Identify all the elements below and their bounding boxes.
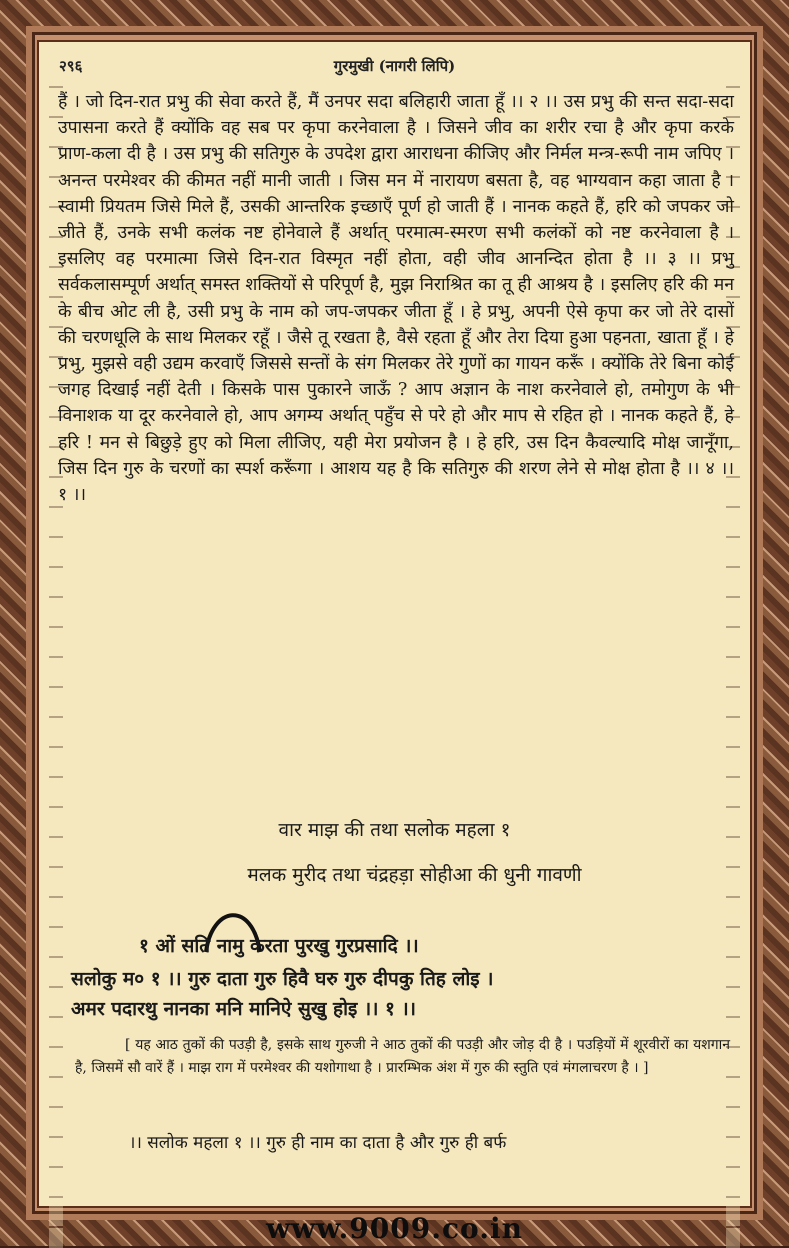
bracket-note xyxy=(75,1034,730,1080)
section-subtitle: मलक मुरीद तथा चंद्रहड़ा सोहीआ की धुनी गावणी xyxy=(247,864,582,886)
closing-line: ।। सलोक महला १ ।। गुरु ही नाम का दाता है और गुरु ही बर्फ xyxy=(129,1133,507,1153)
section-title: वार माझ की तथा सलोक महला १ xyxy=(278,819,511,841)
salok-block xyxy=(71,964,730,1024)
note-text: [ यह आठ तुकों की पउड़ी है, इसके साथ गुरुजी ने आठ तुकों की पउड़ी और जोड़ दी है । पउड़ियों में शूरवीरों का यशगान है, जिसमें सौ वारें हैं । माझ राग में परमेश्वर की यशोगाथा है । प्रारम्भिक अंश में गुरु की स्तुति एवं मंगलाचरण है । ] xyxy=(75,1037,730,1076)
mool-mantar: १ ओं सति नामु करता पुरखु गुरप्रसादि ।। xyxy=(139,935,419,957)
page-number: २९६ xyxy=(59,57,83,75)
commentary-paragraph: हैं । जो दिन-रात प्रभु की सेवा करते हैं, मैं उनपर सदा बलिहारी जाता हूँ ।। २ ।। उस प्रभु की सन्त सदा-सदा उपासना करते हैं क्योंकि वह सब पर कृपा करनेवाला है । जिसने जीव का शरीर रचा है और कृपा करके प्राण-कला दी है । उस प्रभु की सतिगुरु के उपदेश द्वारा आराधना कीजिए और निर्मल मन्त्र-रूपी नाम जपिए । अनन्त परमेश्वर की कीमत नहीं मानी जाती । जिस मन में नारायण बसता है, वह भाग्यवान कहा जाता है । स्वामी प्रियतम जिसे मिले हैं, उसकी आन्तरिक इच्छाएँ पूर्ण हो जाती हैं । नानक कहते हैं, हरि को जपकर जो जीते हैं, उनके सभी कलंक नष्ट होनेवाले हैं अर्थात् परमात्म-स्मरण सभी कलंकों को नष्ट करनेवाला है । इसलिए वह परमात्मा जिसे दिन-रात विस्मृत नहीं होता, वही जीव आनन्दित होता है ।। ३ ।। प्रभु सर्वकलासम्पूर्ण अर्थात् समस्त शक्तियों से परिपूर्ण है, मुझ निराश्रित का तू ही आश्रय है । इसलिए हरि की मन के बीच ओट ली है, उसी प्रभु के नाम को जप-जपकर जीता हूँ । हे प्रभु, अपनी ऐसे कृपा कर जो तेरे दासों की चरणधूलि के साथ मिलकर रहूँ । जैसे तू रखता है, वैसे रहता हूँ और तेरा दिया हुआ पहनता, खाता हूँ । हे प्रभु, मुझसे वही उद्यम करवाएँ जिससे सन्तों के संग मिलकर तेरे गुणों का गायन करूँ । क्योंकि तेरे बिना कोई जगह दिखाई नहीं देती । किसके पास पुकारने जाऊँ ? आप अज्ञान के नाश करनेवाले हो, तमोगुण के भी विनाशक या दूर करनेवाले हो, आप अगम्य अर्थात् पहुँच से परे हो और माप से रहित हो । नानक कहते हैं, हे हरि ! मन से बिछुड़े हुए को मिला लीजिए, यही मेरा प्रयोजन है । हे हरि, उस दिन कैवल्यादि मोक्ष जानूँगा, जिस दिन गुरु के चरणों का स्पर्श करूँगा । आशय यह है कि सतिगुरु की शरण लेने से मोक्ष होता है ।। ४ ।। १ ।। xyxy=(58,92,734,506)
salok-line: सलोकु म० १ ।। गुरु दाता गुरु हिवै घरु गुरु दीपकु तिह लोइ । xyxy=(71,968,494,990)
scripture-page xyxy=(37,40,752,1208)
watermark: www.9009.co.in xyxy=(266,1212,523,1245)
page-header xyxy=(59,56,730,84)
running-title: गुरमुखी (नागरी लिपि) xyxy=(333,57,456,75)
salok-line: अमर पदारथु नानका मनि मानिऐ सुखु होइ ।। १ ।। xyxy=(71,998,416,1020)
commentary-text xyxy=(58,89,734,508)
